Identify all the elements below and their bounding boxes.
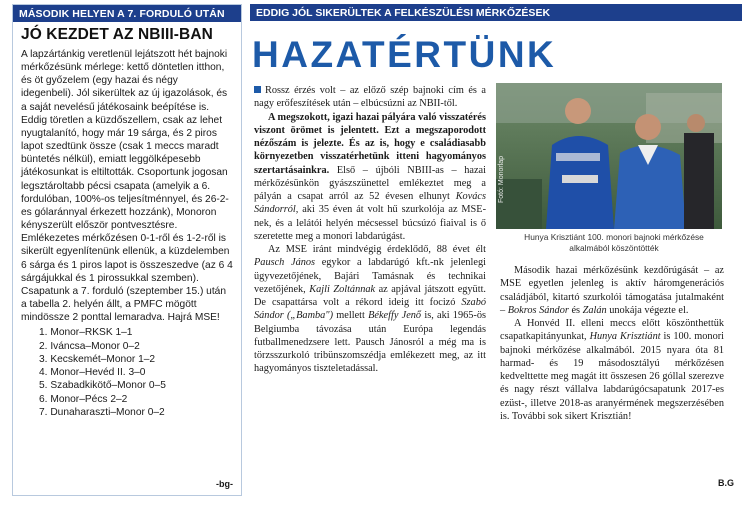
article-column-left: [254, 84, 486, 376]
bullet-square-icon: [254, 86, 261, 93]
sidebar-signature: -bg-: [216, 479, 233, 489]
paragraph-pausch: Az MSE iránt mindvégig érdeklődő, 88 évet élt Pausch János egykor a labdarúgó kft.-nk jelenlegi ügyvezetőjének, Bajári Tamásnak és technikai vezetőjének, Kajli Zoltánnak az apjával játszott együtt. De csapattársa volt a rékord ideig itt focizó Szabó Sándor („Bamba") mellett Békeffy Jenő is, aki 1965-ös Belgiumba távozása után Európa legendás futballmenedzsere lett. Pausch Jánosról a még ma is törzsszurkoló tribünszomszédja emlékezett meg, az itt hagyományos tiszteletadással.: [254, 244, 487, 375]
sidebar-box: [12, 4, 242, 496]
photo-illustration: [496, 83, 722, 229]
result-item: 6. Monor–Pécs 2–2: [39, 393, 128, 405]
result-item: 7. Dunaharaszti–Monor 0–2: [39, 407, 165, 419]
result-item: 5. Szabadkikötő–Monor 0–5: [39, 380, 166, 392]
paragraph-hunya: A Honvéd II. elleni meccs előtt köszönthettük csapatkapitányunkat, Hunya Krisztiánt is 100. monori bajnoki mérkőzése alkalmából. 2015 nyara óta 81 harmad- és 19 másodosztályú mérkőzésen kedvelttette meg magát itt összesen 26 góllal szerezve és nagy részt vállalva labdarúgócsapatunk 2017-es ezüst-, illetve 2018-as aranyérmének megszerzésében is. További sok sikert Krisztián!: [500, 318, 725, 422]
paragraph-bold: A megszokott, igazi hazai pályára való visszatérés viszont örömet is jelentett. Ezt a megszaporodott nézőszám is jelezte. És az is, hogy e családiasabb környezetben visszatérhetünk itteni hagyományos szertartásainkra. Első – újbóli NBIII-as – hazai mérkőzésünkön gyászszünettel emlékeztet meg a pályán a csapat arról az 52 évesen elhunyt Kovács Sándorról, aki 35 éven át volt hű szurkolója az MSE-nek, és a lelátói helyén mécsessel búcsúzó fiaival is ő szeretette meg a monori labdarúgást.: [254, 111, 486, 242]
sidebar-title: JÓ KEZDET AZ NBIII-BAN: [21, 26, 213, 43]
results-list: [13, 324, 241, 419]
sidebar-kicker: MÁSODIK HELYEN A 7. FORDULÓ UTÁN: [13, 5, 241, 22]
paragraph-intro: Rossz érzés volt – az előző szép bajnoki cím és a nagy erőfeszítések után – elbúcsúzni az NBII-től.: [254, 85, 486, 110]
article-signature: B.G: [717, 478, 734, 488]
photo-credit: Fotó: Monorlap: [498, 155, 505, 203]
result-item: 2. Iváncsa–Monor 0–2: [39, 340, 140, 352]
result-item: 1. Monor–RKSK 1–1: [39, 327, 133, 339]
article-kicker: EDDIG JÓL SIKERÜLTEK A FELKÉSZÜLÉSI MÉRKŐZÉSEK: [250, 4, 742, 21]
main-article: [250, 4, 742, 504]
sidebar-body: A lapzártánkig veretlenül lejátszott hét bajnoki mérkőzésünk mérlege: kettő döntetlen itthon, és öt győzelem (egy hazai és négy idegenbeli). Jól sikerültek az új igazolások, és a saját nevelésű játékosaink beépítése is. Eddig töretlen a küzdőszellem, csak az lehet nyugtalanító, hogy már 19 sárga, és 2 piros lapot szedtünk össze (csak 1 meccs maradt büntetés nélkül), emiatt leggölképesebb játékosunkat is eltiltották. Csoportunk jogosan legsztároltabb pécsi csapata (amelyik a 6. fordulóban, 100%-os teljesítménnyel, és 26-2-es gólaránnyal érkezett hozzánk), Monoron kényszerült először pontvesztésre. Emlékezetes mérkőzésen 0-1-ről és 1-2-ről is sikerült egyenlítenünk ellenük, a küzdelemben 6 sárga és 1 piros lapot is összeszedve (az 6 4 sárgájukkal és 1 pirossukkal szemben). Csapatunk a 7. forduló (szeptember 15.) után a tabella 2. helyén állt, a PMFC mögött mindössze 2 ponttal lemaradva. Hajrá MSE!: [21, 49, 233, 324]
paragraph-kickoff: Második hazai mérkőzésünk kezdőrúgását – az MSE egyetlen jelenleg is aktív háromgenerációs családjából, kitartó szurkolói támogatása jutalmaként – Bokros Sándor és Zalán unokája végezte el.: [500, 265, 724, 316]
result-item: 4. Monor–Hevéd II. 3–0: [39, 367, 146, 379]
article-column-right: [500, 264, 724, 423]
article-photo: [496, 83, 722, 229]
article-headline: HAZATÉRTÜNK: [252, 34, 557, 75]
photo-caption: Hunya Krisztiánt 100. monori bajnoki mérkőzése alkalmából köszöntötték: [524, 232, 704, 253]
result-item: 3. Kecskemét–Monor 1–2: [39, 353, 156, 365]
